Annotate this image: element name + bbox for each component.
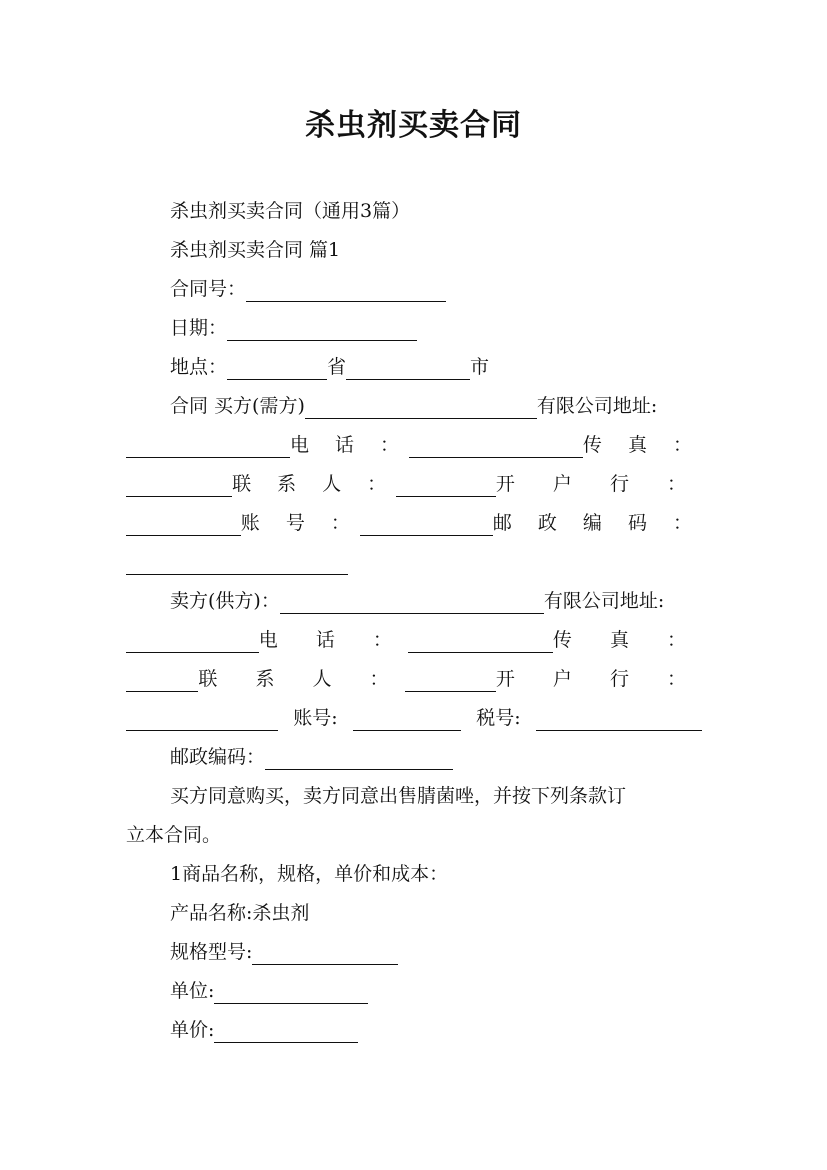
document-title: 杀虫剂买卖合同 — [305, 108, 522, 143]
seller-fax-blank — [126, 671, 198, 692]
spec-line — [170, 939, 398, 965]
seller-account-line — [126, 705, 702, 731]
seller-phone-blank — [408, 632, 553, 653]
date-line — [170, 315, 417, 341]
buyer-account-blank — [360, 515, 493, 536]
seller-prefix: 卖方(供方)： — [170, 590, 280, 612]
seller-postcode-blank — [265, 749, 453, 770]
buyer-contact-label: 联 系 人 ： — [232, 473, 397, 495]
buyer-phone-label: 电 话 ： — [289, 434, 410, 456]
seller-company-line — [170, 588, 664, 614]
intro-title: 杀虫剂买卖合同（通用3篇） — [170, 200, 411, 222]
product-name-line: 产品名称:杀虫剂 — [170, 902, 310, 924]
spec-label: 规格型号: — [170, 941, 253, 963]
price-blank — [214, 1022, 358, 1043]
buyer-company-line — [170, 393, 657, 419]
city-label: 市 — [470, 356, 490, 378]
seller-contact-label: 联 系 人 ： — [198, 668, 405, 690]
seller-company-suffix: 有限公司地址: — [543, 590, 665, 612]
buyer-address-blank — [126, 437, 290, 458]
seller-postcode-label: 邮政编码： — [170, 746, 266, 768]
buyer-company-suffix: 有限公司地址: — [536, 395, 658, 417]
buyer-company-blank — [305, 398, 537, 419]
seller-address-blank — [126, 632, 259, 653]
seller-account-blank — [353, 710, 461, 731]
place-label: 地点： — [170, 356, 228, 378]
city-blank — [346, 359, 470, 380]
buyer-fax-blank — [126, 476, 232, 497]
buyer-bank-blank — [126, 515, 241, 536]
contract-no-line — [170, 276, 446, 302]
agreement-line-2: 立本合同。 — [126, 824, 222, 846]
seller-bank-label: 开 户 行 ： — [495, 668, 702, 690]
seller-company-blank — [280, 593, 544, 614]
buyer-fax-label: 传 真 ： — [582, 434, 702, 456]
price-label: 单价: — [170, 1019, 215, 1041]
seller-account-label: 账号: — [293, 707, 338, 729]
buyer-postcode-label: 邮 政 编 码 ： — [492, 512, 702, 534]
section1-heading: 1商品名称，规格，单价和成本： — [170, 863, 449, 885]
seller-tax-label: 税号: — [476, 707, 521, 729]
buyer-phone-line — [126, 432, 702, 458]
seller-bank-blank — [126, 710, 278, 731]
date-blank — [227, 320, 417, 341]
province-blank — [227, 359, 327, 380]
agreement-line-1: 买方同意购买，卖方同意出售腈菌唑，并按下列条款订 — [170, 785, 627, 807]
buyer-postcode-line — [126, 549, 348, 575]
province-label: 省 — [327, 356, 347, 378]
buyer-contact-line — [126, 471, 702, 497]
contract-no-label: 合同号： — [170, 278, 247, 300]
seller-postcode-line — [170, 744, 453, 770]
unit-blank — [214, 983, 368, 1004]
price-line — [170, 1017, 358, 1043]
buyer-postcode-blank — [126, 554, 348, 575]
seller-contact-line — [126, 666, 702, 692]
buyer-prefix: 合同 买方(需方) — [170, 395, 305, 417]
place-line — [170, 354, 489, 380]
seller-tax-blank — [536, 710, 702, 731]
buyer-phone-blank — [409, 437, 583, 458]
date-label: 日期： — [170, 317, 228, 339]
spec-blank — [252, 944, 398, 965]
seller-contact-blank — [405, 671, 496, 692]
seller-phone-label: 电 话 ： — [258, 629, 408, 651]
seller-fax-label: 传 真 ： — [552, 629, 702, 651]
buyer-account-line — [126, 510, 702, 536]
buyer-bank-label: 开 户 行 ： — [495, 473, 702, 495]
buyer-account-label: 账 号 ： — [240, 512, 360, 534]
unit-line — [170, 978, 368, 1004]
buyer-contact-blank — [396, 476, 496, 497]
seller-phone-line — [126, 627, 702, 653]
contract-no-blank — [246, 281, 446, 302]
part-title: 杀虫剂买卖合同 篇1 — [170, 239, 341, 261]
unit-label: 单位: — [170, 980, 215, 1002]
